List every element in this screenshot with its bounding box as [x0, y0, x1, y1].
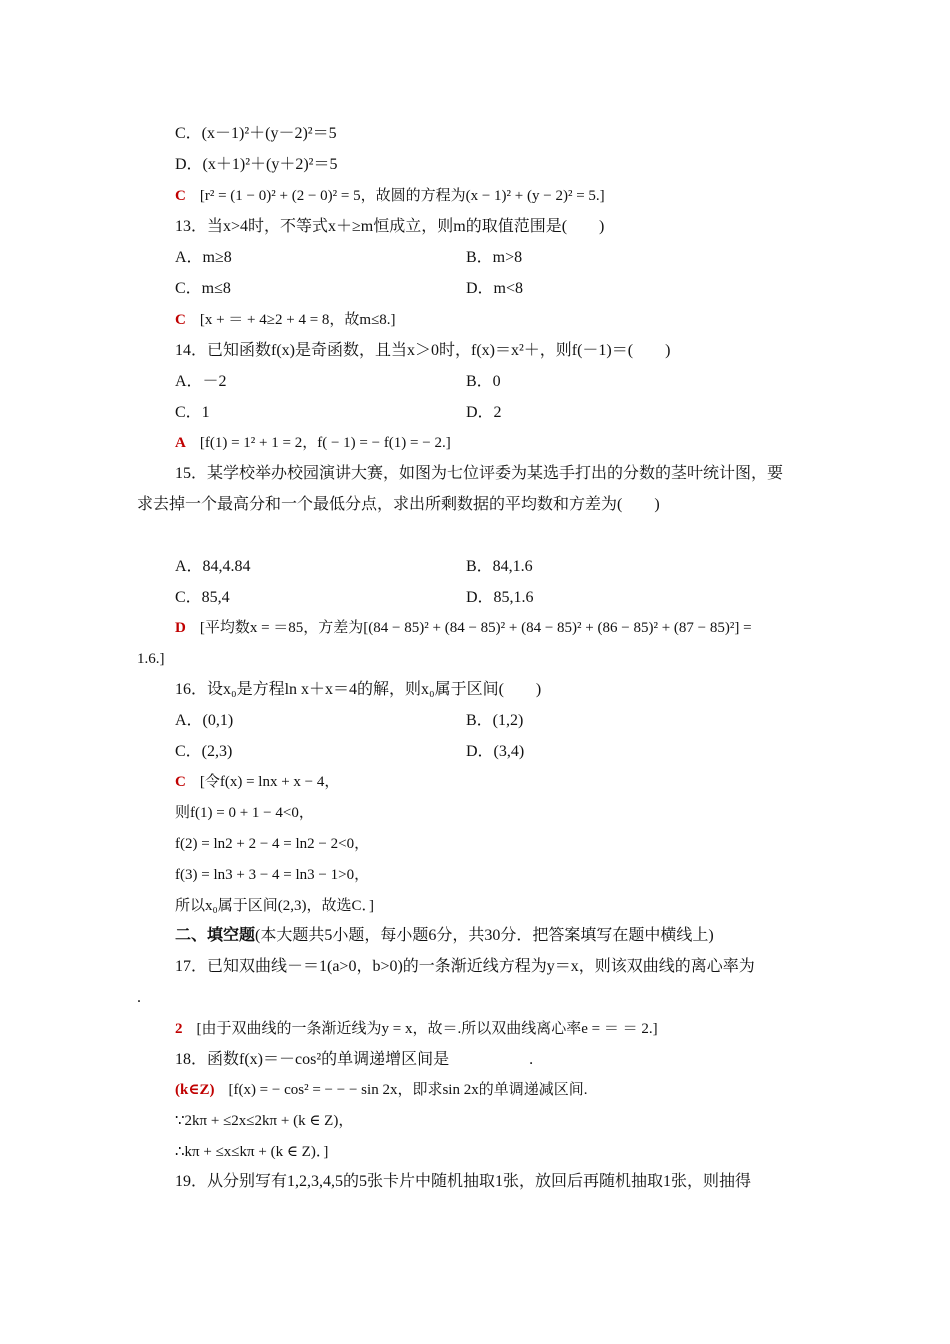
- option-c-q16: C．(2,3): [175, 743, 233, 760]
- question-17: 17．已知双曲线－＝1(a>0，b>0)的一条渐近线方程为y＝x，则该双曲线的离心率为: [175, 958, 755, 975]
- option-a-q13: A．m≥8: [175, 249, 232, 266]
- question-13: 13．当x>4时，不等式x＋≥m恒成立，则m的取值范围是( ): [175, 218, 605, 235]
- option-d-q15: D．85,1.6: [466, 589, 534, 606]
- solution-q16-step4: 所以x₀属于区间(2,3)，故选C．]: [175, 898, 374, 914]
- solution-q13: [175, 310, 396, 330]
- solution-q18-step1: ∵2kπ + ≤2x≤2kπ + (k ∈ Z)，: [175, 1113, 354, 1129]
- option-a-q16: A．(0,1): [175, 712, 234, 729]
- solution-q16-step2: f(2) = ln2 + 2 − 4 = ln2 − 2<0，: [175, 836, 370, 852]
- solution-q17: [175, 1019, 658, 1039]
- answer-letter: D: [175, 620, 186, 636]
- solution-q12: [175, 186, 605, 206]
- solution-text: [由于双曲线的一条渐近线为y = x，故＝.所以双曲线离心率e = ＝ ＝ 2.]: [196, 1021, 658, 1037]
- question-18: 18．函数f(x)＝－cos²的单调递增区间是 .: [175, 1051, 534, 1068]
- option-c-q13: C．m≤8: [175, 280, 231, 297]
- solution-text: [f(x) = − cos² = − − − sin 2x，即求sin 2x的单调递减区间.: [228, 1082, 588, 1098]
- option-c-q15: C．85,4: [175, 589, 230, 606]
- answer-letter: C: [175, 774, 186, 790]
- answer-letter: C: [175, 312, 186, 328]
- question-17-blank: .: [137, 989, 141, 1006]
- question-19: 19．从分别写有1,2,3,4,5的5张卡片中随机抽取1张，放回后再随机抽取1张，则抽得: [175, 1173, 752, 1190]
- option-c-q14: C．1: [175, 404, 210, 421]
- solution-text: [平均数x = ＝85，方差为[(84 − 85)² + (84 − 85)² + (84 − 85)² + (86 − 85)² + (87 − 85)²] =: [199, 620, 752, 636]
- option-b-q15: B．84,1.6: [466, 558, 533, 575]
- question-16: 16．设x₀是方程ln x＋x＝4的解，则x₀属于区间( ): [175, 681, 542, 698]
- solution-q16-step3: f(3) = ln3 + 3 − 4 = ln3 − 1>0，: [175, 867, 370, 883]
- answer-letter: A: [175, 435, 186, 451]
- solution-q15-cont: 1.6.]: [137, 651, 165, 667]
- option-d-q12: D．(x＋1)²＋(y＋2)²＝5: [175, 156, 338, 173]
- solution-q18-step2: ∴kπ + ≤x≤kπ + (k ∈ Z)．]: [175, 1144, 329, 1160]
- option-b-q14: B．0: [466, 373, 501, 390]
- section-instructions: (本大题共5小题，每小题6分，共30分．把答案填写在题中横线上): [255, 927, 714, 944]
- question-14: 14．已知函数f(x)是奇函数，且当x＞0时，f(x)＝x²＋，则f(－1)＝( ): [175, 342, 671, 359]
- solution-text: [x + ＝ + 4≥2 + 4 = 8，故m≤8.]: [199, 312, 396, 328]
- option-a-q14: A．－2: [175, 373, 227, 390]
- solution-q15: [175, 618, 752, 638]
- answer-value: (k∈Z): [175, 1082, 215, 1098]
- solution-q16-step1: 则f(1) = 0 + 1 − 4<0，: [175, 805, 314, 821]
- solution-text: [r² = (1 − 0)² + (2 − 0)² = 5，故圆的方程为(x − 1)² + (y − 2)² = 5.]: [199, 188, 605, 204]
- solution-text: [f(1) = 1² + 1 = 2，f( − 1) = − f(1) = − 2.]: [199, 435, 451, 451]
- solution-text: [令f(x) = lnx + x − 4，: [199, 774, 340, 790]
- question-15-line1: 15．某学校举办校园演讲大赛，如图为七位评委为某选手打出的分数的茎叶统计图，要: [175, 465, 784, 482]
- question-15-line2: 求去掉一个最高分和一个最低分点，求出所剩数据的平均数和方差为( ): [137, 496, 660, 513]
- solution-q16: [175, 772, 339, 792]
- answer-letter: C: [175, 188, 186, 204]
- option-b-q13: B．m>8: [466, 249, 523, 266]
- option-d-q13: D．m<8: [466, 280, 524, 297]
- answer-value: 2: [175, 1021, 183, 1037]
- option-d-q14: D．2: [466, 404, 502, 421]
- option-b-q16: B．(1,2): [466, 712, 524, 729]
- option-a-q15: A．84,4.84: [175, 558, 251, 575]
- section-heading: [175, 926, 714, 946]
- option-c-q12: C．(x－1)²＋(y－2)²＝5: [175, 125, 337, 142]
- solution-q18: [175, 1080, 587, 1100]
- solution-q14: [175, 433, 451, 453]
- section-title: 二、填空题: [175, 927, 256, 944]
- option-d-q16: D．(3,4): [466, 743, 525, 760]
